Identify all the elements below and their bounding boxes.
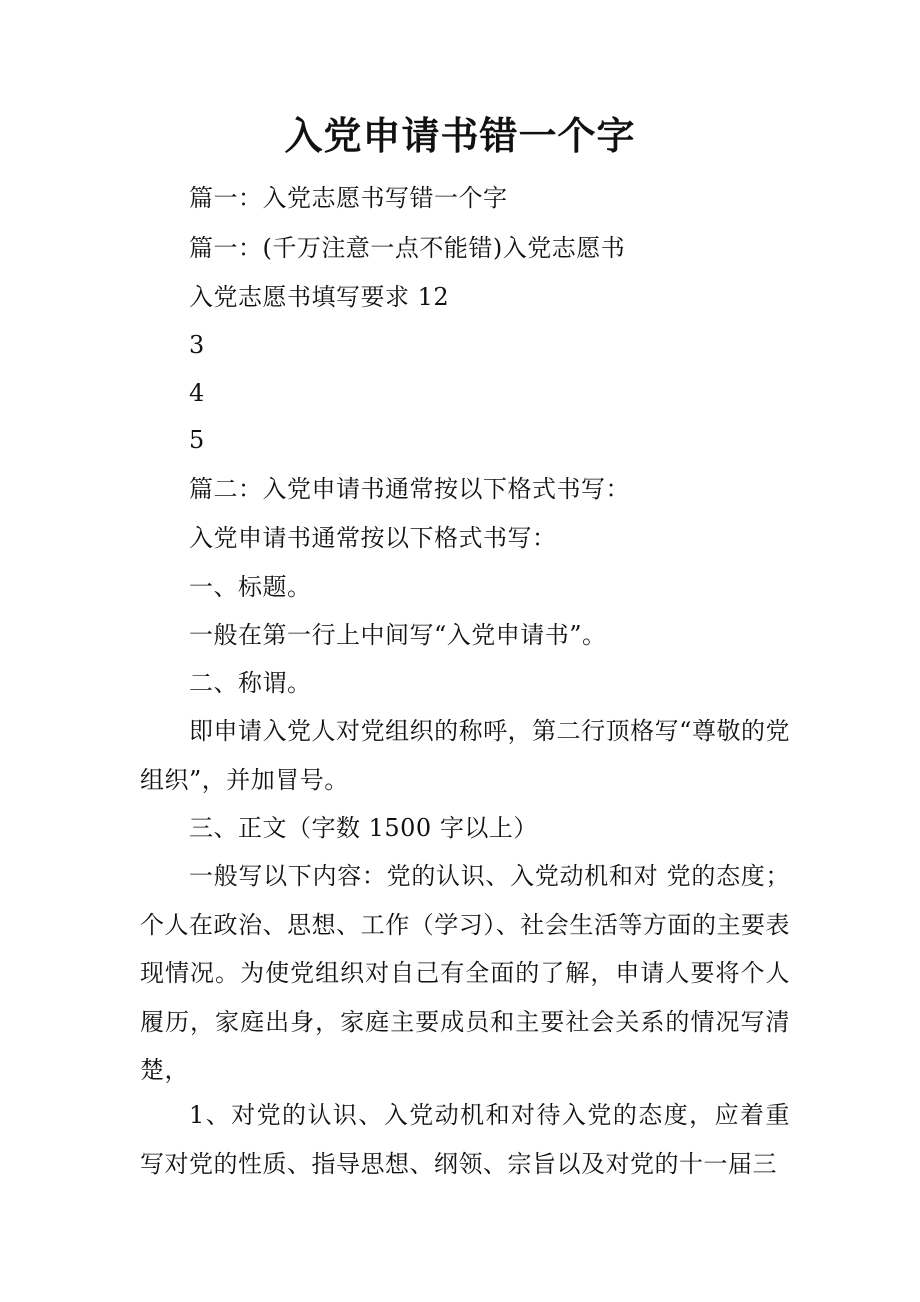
text-line: 一、标题。	[189, 573, 312, 601]
text-line: 5	[189, 426, 205, 454]
text-line: 篇一：(千万注意一点不能错)入党志愿书	[189, 234, 626, 262]
text-line: 4	[189, 379, 205, 407]
text-line: 入党申请书通常按以下格式书写：	[189, 524, 557, 552]
paragraph: 一般写以下内容：党的认识、入党动机和对 党的态度；个人在政治、思想、工作（学习）、社会生活等方面的主要表现情况。为使党组织对自己有全面的了解，申请人要将个人履历，家庭出身，家庭主要成员和主要社会关系的情况写清楚，	[140, 862, 790, 1084]
text-line: 一般在第一行上中间写“入党申请书”。	[189, 621, 607, 649]
text-line: 二、称谓。	[189, 669, 312, 697]
text-line: 篇一：入党志愿书写错一个字	[189, 184, 508, 212]
text-line: 入党志愿书填写要求 12	[189, 283, 450, 311]
document-title: 入党申请书错一个字	[284, 113, 636, 158]
paragraph: 1、对党的认识、入党动机和对待入党的态度，应着重写对党的性质、指导思想、纲领、宗旨以及对党的十一届三	[140, 1101, 790, 1178]
text-line: 篇二：入党申请书通常按以下格式书写：	[189, 475, 630, 503]
paragraph: 三、正文（字数 1500 字以上）	[189, 814, 538, 842]
paragraph: 即申请入党人对党组织的称呼，第二行顶格写“尊敬的党组织”，并加冒号。	[140, 717, 790, 794]
text-line: 3	[189, 331, 205, 359]
